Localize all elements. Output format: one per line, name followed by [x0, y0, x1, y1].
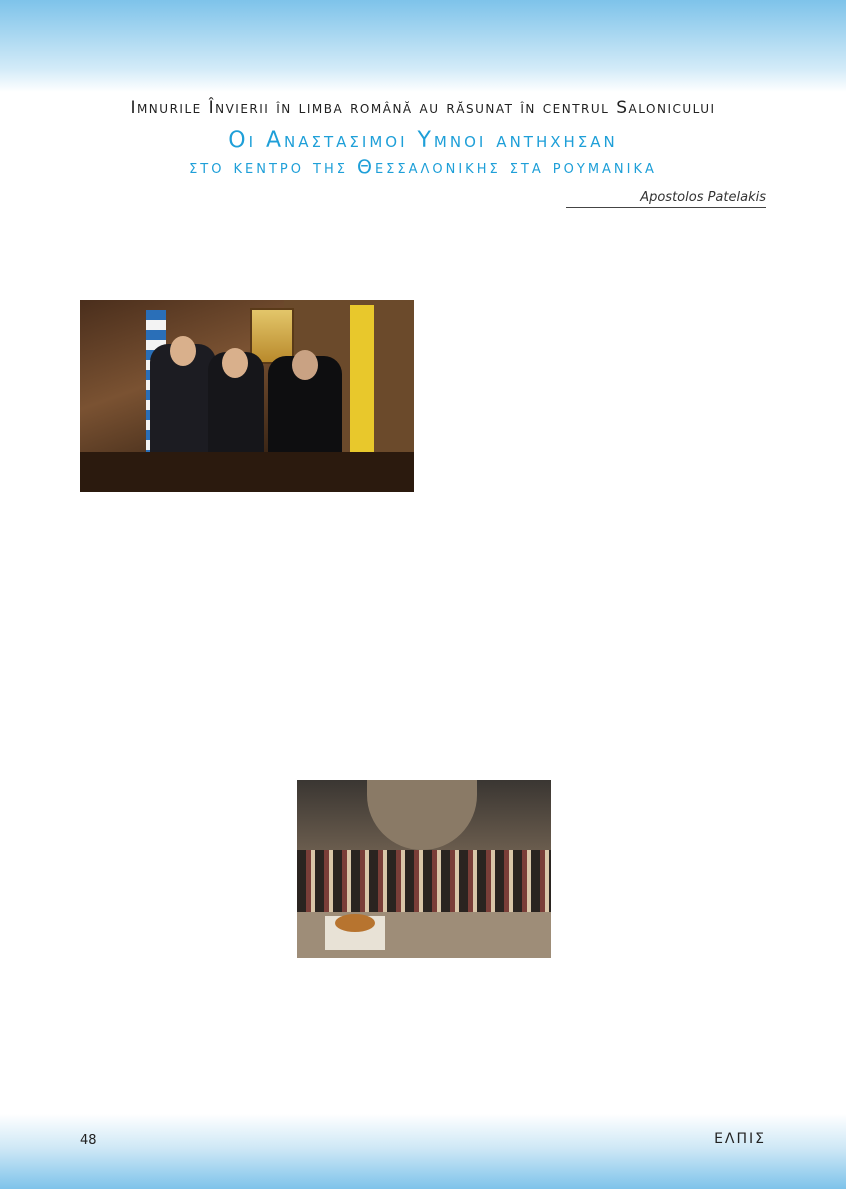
footer-band — [0, 1114, 846, 1189]
church-flag — [350, 305, 374, 455]
header-band — [0, 0, 846, 92]
photo-church-service — [297, 780, 551, 958]
byline-rule — [566, 207, 766, 208]
easter-bread — [335, 914, 375, 932]
magazine-name: ΕΛΠΙΣ — [714, 1131, 766, 1147]
author-byline: Apostolos Patelakis — [640, 190, 766, 205]
article-title-greek-line2: στο κεντρο της Θεσσαλονικης στα ρουμανικα — [189, 156, 657, 178]
church-arch — [367, 780, 477, 850]
photo-clergy-officials — [80, 300, 414, 492]
article-title-greek-line1: Οι Αναστασιμοι Υμνοι αντηχησαν — [228, 128, 618, 153]
head-left — [170, 336, 196, 366]
article-title-romanian: Imnurile Învierii în limba română au răsunat în centrul Salonicului — [130, 98, 716, 118]
head-center — [222, 348, 248, 378]
head-metropolitan — [292, 350, 318, 380]
desk — [80, 452, 414, 492]
congregation — [297, 850, 551, 916]
page-number: 48 — [80, 1133, 97, 1148]
